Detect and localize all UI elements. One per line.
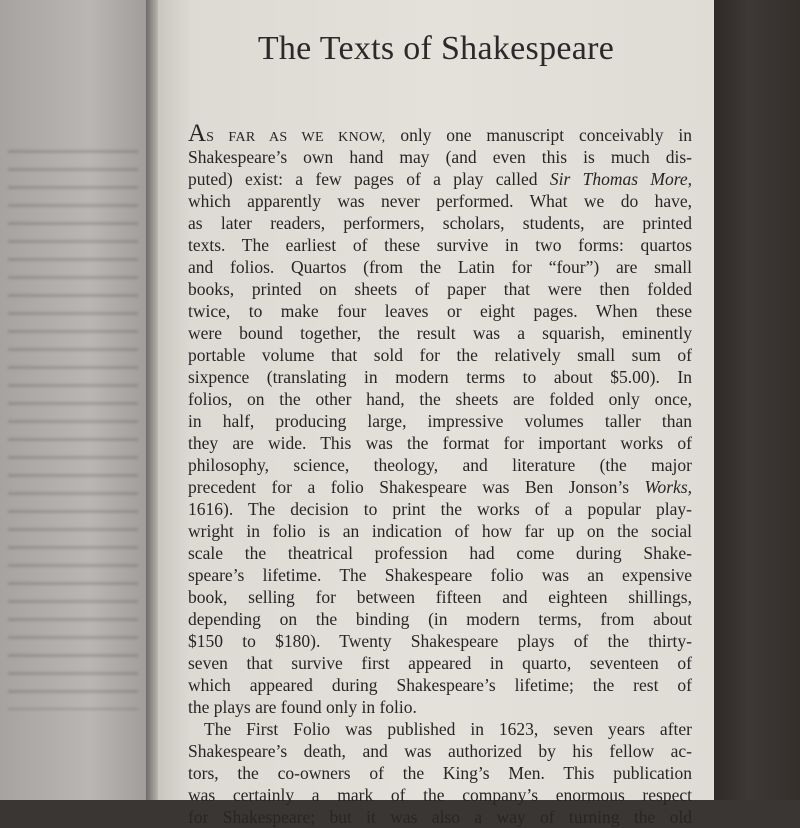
text-line: for Shakespeare; but it was also a way of turning the old — [188, 807, 692, 827]
text-line: texts. The earliest of these survive in two forms: quartos — [188, 235, 692, 255]
page-title: The Texts of Shakespeare — [257, 30, 615, 67]
text-line: sixpence (translating in modern terms to about $5.00). In — [188, 367, 692, 387]
text-line: Shakespeare’s own hand may (and even this is much dis- — [188, 147, 692, 167]
text-line: was certainly a mark of the company’s enormous respect — [188, 785, 692, 805]
text-line: seven that survive first appeared in quarto, seventeen of — [188, 653, 692, 673]
text-line: wright in folio is an indication of how far up on the social — [188, 521, 692, 541]
left-page-ghost-text — [8, 150, 138, 710]
text-line: in half, producing large, impressive volumes taller than — [188, 411, 692, 431]
text-line: folios, on the other hand, the sheets are folded only once, — [188, 389, 692, 409]
desk-background — [714, 0, 800, 800]
text-line: Shakespeare’s death, and was authorized by his fellow ac- — [188, 741, 692, 761]
text-line: depending on the binding (in modern terms, from about — [188, 609, 692, 629]
text-line: book, selling for between fifteen and eighteen shillings, — [188, 587, 692, 607]
text-line: which apparently was never performed. What we do have, — [188, 191, 692, 211]
text-line: AS FAR AS WE KNOW, only one manuscript conceivably in — [188, 120, 693, 147]
text-line: the plays are found only in folio. — [188, 697, 417, 717]
text-line: scale the theatrical profession had come during Shake- — [188, 543, 692, 563]
text-line: and folios. Quartos (from the Latin for “four”) are small — [188, 257, 692, 277]
text-line: speare’s lifetime. The Shakespeare folio was an expensive — [188, 565, 692, 585]
text-line: puted) exist: a few pages of a play called Sir Thomas More, — [188, 169, 693, 189]
text-line: $150 to $180). Twenty Shakespeare plays of the thirty- — [188, 631, 692, 651]
text-line: twice, to make four leaves or eight pages. When these — [188, 301, 692, 321]
text-line: 1616). The decision to print the works of a popular play- — [188, 499, 692, 519]
text-line: as later readers, performers, scholars, students, are printed — [188, 213, 692, 233]
text-line: precedent for a folio Shakespeare was Ben Jonson’s Works, — [188, 477, 692, 497]
body-text — [188, 120, 693, 828]
text-line: philosophy, science, theology, and literature (the major — [188, 455, 692, 475]
text-line: portable volume that sold for the relatively small sum of — [188, 345, 692, 365]
text-line: were bound together, the result was a squarish, eminently — [188, 323, 692, 343]
left-page-blurred — [0, 0, 150, 800]
text-line: tors, the co-owners of the King’s Men. This publication — [188, 763, 692, 783]
text-line: The First Folio was published in 1623, seven years after — [204, 719, 692, 739]
text-line: which appeared during Shakespeare’s lifetime; the rest of — [188, 675, 692, 695]
text-line: they are wide. This was the format for important works of — [188, 433, 692, 453]
text-line: books, printed on sheets of paper that were then folded — [188, 279, 692, 299]
